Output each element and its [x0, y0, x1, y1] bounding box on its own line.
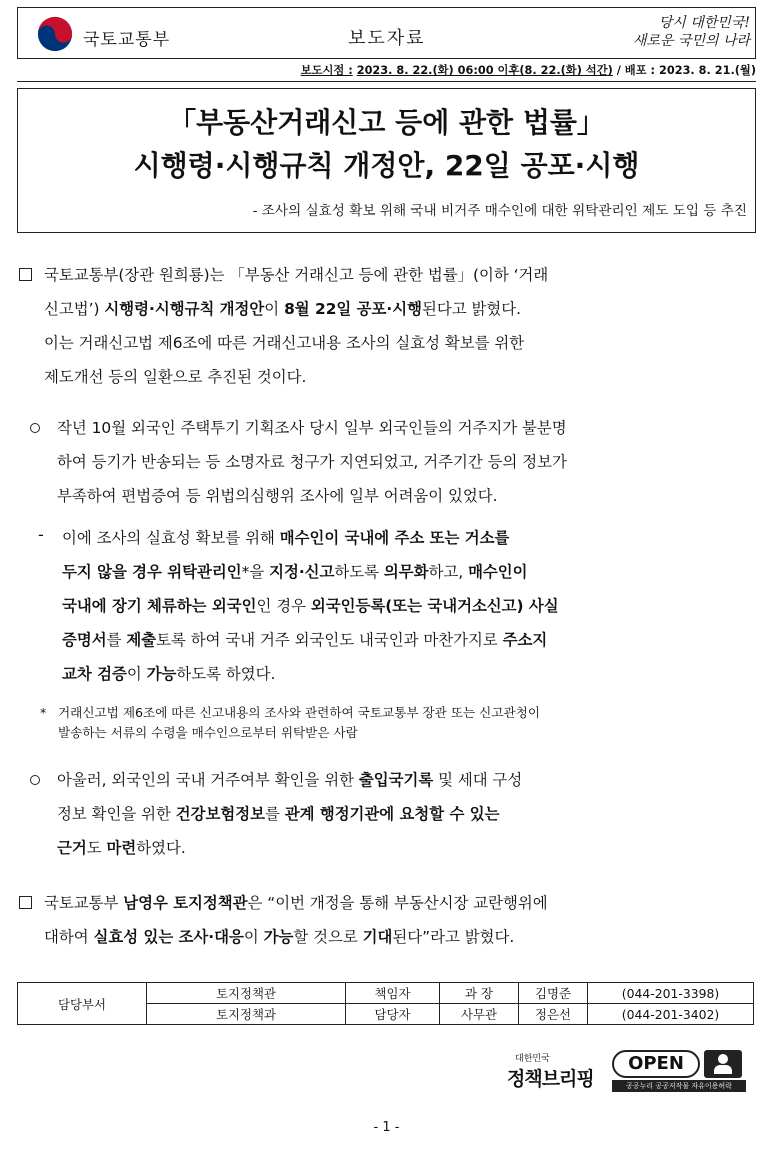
document-type: 보도자료 [348, 28, 426, 49]
paragraph-3-line-3: 국내에 장기 체류하는 외국인인 경우 외국인등록(또는 국내거소신고) 사실 [62, 597, 559, 615]
brand-name: 정책브리핑 [507, 1068, 594, 1090]
name-cell: 김명준 [519, 983, 588, 1004]
paragraph-1-line-1: 국토교통부(장관 원희룡)는 「부동산 거래신고 등에 관한 법률」(이하 ‘거래 [44, 266, 549, 284]
title-cell: 과 장 [440, 983, 519, 1004]
open-label: OPEN [612, 1050, 700, 1078]
paragraph-3-line-2: 두지 않을 경우 위탁관리인*을 지정·신고하도록 의무화하고, 매수인이 [62, 563, 528, 581]
paragraph-1-line-3: 이는 거래신고법 제6조에 따른 거래신고내용 조사의 실효성 확보를 위한 [44, 334, 525, 352]
slogan-line-1: 당시 대한민국! [658, 15, 750, 31]
title-box [17, 88, 756, 233]
slogan [604, 14, 750, 50]
title-line-2: 시행령·시행규칙 개정안, 22일 공포·시행 [133, 149, 640, 182]
subtitle: - 조사의 실효성 확보 위해 국내 비거주 매수인에 대한 위탁관리인 제도 도입 등 추진 [252, 203, 747, 219]
policy-briefing-logo [507, 1051, 594, 1091]
open-license-badge [612, 1050, 746, 1092]
paragraph-4-line-1: 아울러, 외국인의 국내 거주여부 확인을 위한 출입국기록 및 세대 구성 [57, 771, 523, 789]
footnote-line-1: 거래신고법 제6조에 따른 신고내용의 조사와 관련하여 국토교통부 장관 또는 신고관청이 [58, 705, 541, 720]
divider [17, 81, 756, 82]
square-bullet-icon [19, 896, 32, 909]
license-type-icon [704, 1050, 742, 1078]
dash-bullet: - [38, 525, 44, 544]
phone-cell: (044-201-3398) [588, 983, 754, 1004]
role-cell: 담당자 [346, 1004, 440, 1025]
contact-table [17, 982, 754, 1025]
open-sub-label: 공공누리 공공저작물 자유이용허락 [612, 1080, 746, 1092]
title-cell: 사무관 [440, 1004, 519, 1025]
header-box [17, 7, 756, 59]
paragraph-4-line-2: 정보 확인을 위한 건강보험정보를 관계 행정기관에 요청할 수 있는 [57, 805, 500, 823]
paragraph-5-line-2: 대하여 실효성 있는 조사·대응이 가능할 것으로 기대된다”라고 밝혔다. [44, 928, 515, 946]
page-number: - 1 - [373, 1120, 400, 1135]
paragraph-4-line-3: 근거도 마련하였다. [57, 839, 186, 857]
distribution-date: / 배포 : 2023. 8. 21.(월) [616, 64, 756, 77]
paragraph-2-line-3: 부족하여 편법증여 등 위법의심행위 조사에 일부 어려움이 있었다. [57, 487, 498, 505]
paragraph-2-line-1: 작년 10월 외국인 주택투기 기획조사 당시 일부 외국인들의 거주지가 불분명 [57, 419, 567, 437]
release-info [17, 62, 756, 78]
paragraph-1-line-4: 제도개선 등의 일환으로 추진된 것이다. [44, 368, 307, 386]
footnote-mark: * [40, 705, 47, 720]
title-line-1: 「부동산거래신고 등에 관한 법률」 [168, 106, 605, 139]
slogan-line-2: 새로운 국민의 나라 [632, 33, 750, 49]
paragraph-1-line-2: 신고법’) 시행령·시행규칙 개정안이 8월 22일 공포·시행된다고 밝혔다. [44, 300, 521, 318]
brand-small: 대한민국 [515, 1054, 550, 1064]
release-label: 보도시점 : [300, 64, 353, 77]
circle-bullet-icon [30, 775, 40, 785]
name-cell: 정은선 [519, 1004, 588, 1025]
table-row [18, 983, 754, 1004]
office-cell: 토지정책관 [147, 983, 346, 1004]
role-cell: 책임자 [346, 983, 440, 1004]
circle-bullet-icon [30, 423, 40, 433]
phone-cell: (044-201-3402) [588, 1004, 754, 1025]
paragraph-3-line-5: 교차 검증이 가능하도록 하였다. [62, 665, 276, 683]
paragraph-2-line-2: 하여 등기가 반송되는 등 소명자료 청구가 지연되었고, 거주기간 등의 정보가 [57, 453, 567, 471]
division-cell: 토지정책과 [147, 1004, 346, 1025]
paragraph-3-line-4: 증명서를 제출토록 하여 국내 거주 외국인도 내국인과 마찬가지로 주소지 [62, 631, 548, 649]
paragraph-5-line-1: 국토교통부 남영우 토지정책관은 “이번 개정을 통해 부동산시장 교란행위에 [44, 894, 548, 912]
dept-label: 담당부서 [18, 983, 147, 1025]
ministry-name: 국토교통부 [83, 30, 171, 50]
release-time: 2023. 8. 22.(화) 06:00 이후(8. 22.(화) 석간) [356, 64, 613, 77]
paragraph-3-line-1: 이에 조사의 실효성 확보를 위해 매수인이 국내에 주소 또는 거소를 [62, 529, 510, 547]
taegeuk-logo-icon [36, 15, 74, 53]
square-bullet-icon [19, 268, 32, 281]
footnote-line-2: 발송하는 서류의 수령을 매수인으로부터 위탁받은 사람 [58, 725, 358, 740]
